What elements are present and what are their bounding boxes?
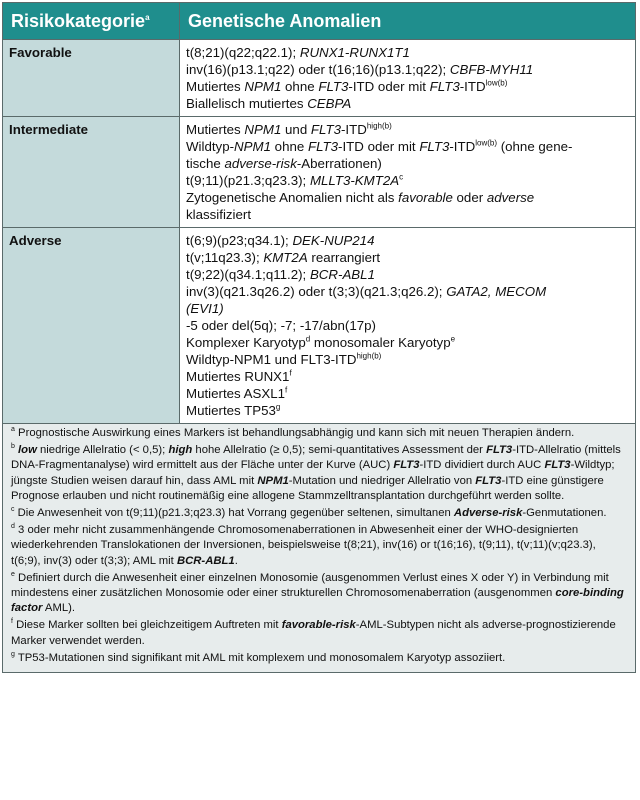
text-segment: -Genmutationen. <box>522 507 607 520</box>
text-segment: t(9;22)(q34.1;q11.2); <box>186 267 310 282</box>
category-cell: Favorable <box>3 40 180 117</box>
emphasized-term: high <box>168 444 193 457</box>
gene-name: GATA2, MECOM <box>446 284 547 299</box>
text-segment: TP53-Mutationen sind signifikant mit AML mit komplexem und monosomalem Karyotyp assoziiert. <box>14 651 506 664</box>
text-segment: monosomaler Karyotyp <box>310 335 451 350</box>
anomaly-line <box>186 283 629 300</box>
text-segment: -Mutation und niedriger Allelratio von <box>288 474 476 487</box>
header-genetic-anomalies: Genetische Anomalien <box>180 3 636 40</box>
emphasized-term: core-binding factor <box>11 587 624 615</box>
risk-row-adverse <box>3 228 636 424</box>
anomalies-cell <box>180 228 636 424</box>
footnote <box>11 426 627 441</box>
text-segment: AML). <box>42 602 76 615</box>
emphasized-term: favorable-risk <box>281 619 356 632</box>
text-segment: und <box>281 122 311 137</box>
footnote-marker: b <box>11 443 15 451</box>
footnote-marker: low(b) <box>475 138 498 148</box>
risk-row-favorable <box>3 40 636 117</box>
text-segment: Mutiertes <box>186 79 245 94</box>
text-segment: t(v;11q23.3); <box>186 250 264 265</box>
risk-table <box>2 2 636 424</box>
text-segment: t(9;11)(p21.3;q23.3); <box>186 173 310 188</box>
anomaly-line <box>186 317 629 334</box>
text-segment: t(8;21)(q22;q22.1); <box>186 45 300 60</box>
emphasized-term: Adverse-risk <box>453 507 523 520</box>
text-segment: . <box>234 554 238 567</box>
anomaly-line <box>186 121 629 138</box>
emphasized-term: BCR-ABL1 <box>176 554 235 567</box>
anomaly-line <box>186 300 629 317</box>
footnote <box>11 571 627 617</box>
text-segment: -ITD oder mit <box>338 139 420 154</box>
text-segment: Mutiertes RUNX1 <box>186 369 290 384</box>
header-footnote-marker: a <box>145 12 150 22</box>
anomaly-line <box>186 334 629 351</box>
gene-name: CBFB-MYH11 <box>449 62 534 77</box>
text-segment: -ITD <box>459 79 486 94</box>
text-segment: -ITD-Allelratio (mittels DNA-Fragmentanalyse) wird ermittelt aus der Fläche unter der Kurve (AUC) <box>11 444 621 472</box>
footnote-marker: e <box>450 334 456 344</box>
anomaly-line <box>186 385 629 402</box>
anomaly-line <box>186 61 629 78</box>
text-segment: -Wildtyp; jüngste Studien weisen darauf hin, dass AML mit <box>11 459 615 487</box>
gene-name: KMT2A <box>263 250 308 265</box>
anomaly-line <box>186 138 629 155</box>
text-segment: -ITD <box>340 122 367 137</box>
emphasized-term: FLT3 <box>544 459 571 472</box>
text-segment: rearrangiert <box>307 250 381 265</box>
gene-name: FLT3 <box>318 79 349 94</box>
text-segment: Prognostische Auswirkung eines Markers ist behandlungsabhängig und kann sich mit neuen Therapien ändern. <box>14 427 575 439</box>
footnote-marker: g <box>275 402 281 412</box>
category-cell: Adverse <box>3 228 180 424</box>
text-segment: tische <box>186 156 225 171</box>
risk-row-intermediate <box>3 117 636 228</box>
gene-name: (EVI1) <box>186 301 224 316</box>
footnote-marker: f <box>285 385 288 395</box>
gene-name: adverse-risk <box>224 156 297 171</box>
footnote <box>11 443 627 504</box>
anomalies-cell <box>180 117 636 228</box>
gene-name: favorable <box>398 190 453 205</box>
text-segment: -ITD oder mit <box>348 79 430 94</box>
emphasized-term: NPM1 <box>257 474 289 487</box>
risk-table-document <box>2 2 636 673</box>
gene-name: FLT3 <box>429 79 460 94</box>
gene-name: BCR-ABL1 <box>309 267 375 282</box>
text-segment: hohe Allelratio (≥ 0,5); semi-quantitatives Assessment der <box>192 444 487 457</box>
text-segment: (ohne gene- <box>497 139 573 154</box>
text-segment: Mutiertes TP53 <box>186 403 276 418</box>
emphasized-term: low <box>18 444 37 457</box>
text-segment: -ITD dividiert durch AUC <box>419 459 545 472</box>
footnote-marker: c <box>11 506 15 514</box>
footnote <box>11 523 627 569</box>
header-risk-category-label: Risikokategorie <box>11 10 146 31</box>
text-segment: Zytogenetische Anomalien nicht als <box>186 190 399 205</box>
header-risk-category <box>3 3 180 40</box>
text-segment: Komplexer Karyotyp <box>186 335 306 350</box>
text-segment: -AML-Subtypen nicht als adverse-prognostizierende Marker verwendet werden. <box>11 619 616 647</box>
anomaly-line <box>186 78 629 95</box>
text-segment: ohne <box>270 139 308 154</box>
gene-name: CEBPA <box>307 96 352 111</box>
anomaly-line <box>186 368 629 385</box>
text-segment: -ITD eine günstigere Prognose erlauben und nicht routinemäßig eine allogene Stammzelltransplantation durchgeführt werden sollte. <box>11 474 604 502</box>
text-segment: oder <box>452 190 487 205</box>
anomaly-line <box>186 402 629 419</box>
text-segment: Mutiertes ASXL1 <box>186 386 286 401</box>
gene-name: MLLT3-KMT2A <box>309 173 400 188</box>
anomaly-line <box>186 155 629 172</box>
table-body <box>3 40 636 424</box>
text-segment: Die Anwesenheit von t(9;11)(p21.3;q23.3) hat Vorrang gegenüber seltenen, simultanen <box>14 507 454 520</box>
text-segment: Definiert durch die Anwesenheit einer einzelnen Monosomie (ausgenommen Verlust eines X oder Y) in Verbindung mit mindestens einer zusätzlichen Monosomie oder einer strukturellen Chromosomenaberration (ausgenommen <box>11 571 609 600</box>
footnote-marker: a <box>11 426 15 434</box>
anomalies-cell <box>180 40 636 117</box>
anomaly-line <box>186 44 629 61</box>
emphasized-term: FLT3 <box>475 474 502 487</box>
footnote-marker: high(b) <box>356 351 382 361</box>
text-segment: inv(3)(q21.3q26.2) oder t(3;3)(q21.3;q26.2); <box>186 284 447 299</box>
anomaly-line <box>186 172 629 189</box>
footnote <box>11 651 627 666</box>
gene-name: FLT3 <box>307 139 339 154</box>
footnote-marker: e <box>11 571 15 579</box>
anomaly-line <box>186 232 629 249</box>
text-segment: ohne <box>281 79 319 94</box>
anomaly-line <box>186 206 629 223</box>
anomaly-line <box>186 351 629 368</box>
emphasized-term: FLT3 <box>393 459 420 472</box>
text-segment: t(6;9)(p23;q34.1); <box>186 233 293 248</box>
footnote <box>11 618 627 648</box>
footnote <box>11 506 627 521</box>
gene-name: FLT3 <box>419 139 450 154</box>
footnote-marker: g <box>11 651 15 659</box>
gene-name: FLT3 <box>310 122 341 137</box>
text-segment: Wildtyp-NPM1 und FLT3-ITD <box>186 352 357 367</box>
footnote-marker: f <box>289 368 292 378</box>
text-segment: -Aberrationen) <box>296 156 382 171</box>
gene-name: NPM1 <box>244 79 282 94</box>
text-segment: klassifiziert <box>186 207 252 222</box>
gene-name: RUNX1-RUNX1T1 <box>299 45 410 60</box>
gene-name: NPM1 <box>234 139 271 154</box>
category-cell: Intermediate <box>3 117 180 228</box>
table-header-row <box>3 3 636 40</box>
footnote-marker: d <box>305 334 311 344</box>
gene-name: NPM1 <box>244 122 282 137</box>
footnote-marker: d <box>11 523 15 531</box>
text-segment: 3 oder mehr nicht zusammenhängende Chromosomenaberrationen in Abwesenheit einer der WHO-designierten wiederkehrenden Translokationen der Inversionen, beispielsweise t(8;21), inv(16) or t(16;16), t(9;11), t(v;11)(v;q23.3), t(6;9), inv(3) oder t(3;3); AML mit <box>11 524 596 567</box>
footnote-marker: f <box>11 618 13 626</box>
text-segment: Diese Marker sollten bei gleichzeitigem Auftreten mit <box>12 619 282 632</box>
footnote-marker: c <box>399 172 404 182</box>
text-segment: inv(16)(p13.1;q22) oder t(16;16)(p13.1;q22); <box>186 62 450 77</box>
text-segment: Mutiertes <box>186 122 245 137</box>
text-segment: Biallelisch mutiertes <box>186 96 308 111</box>
text-segment: niedrige Allelratio (< 0,5); <box>36 444 169 457</box>
emphasized-term: FLT3 <box>486 444 513 457</box>
gene-name: DEK-NUP214 <box>292 233 375 248</box>
text-segment: -5 oder del(5q); -7; -17/abn(17p) <box>186 318 376 333</box>
gene-name: adverse <box>486 190 535 205</box>
text-segment: Wildtyp- <box>186 139 235 154</box>
anomaly-line <box>186 249 629 266</box>
footnotes-section <box>2 424 636 673</box>
anomaly-line <box>186 266 629 283</box>
anomaly-line <box>186 189 629 206</box>
anomaly-line <box>186 95 629 112</box>
text-segment: -ITD <box>449 139 476 154</box>
footnote-marker: high(b) <box>366 121 392 131</box>
footnote-marker: low(b) <box>485 78 508 88</box>
